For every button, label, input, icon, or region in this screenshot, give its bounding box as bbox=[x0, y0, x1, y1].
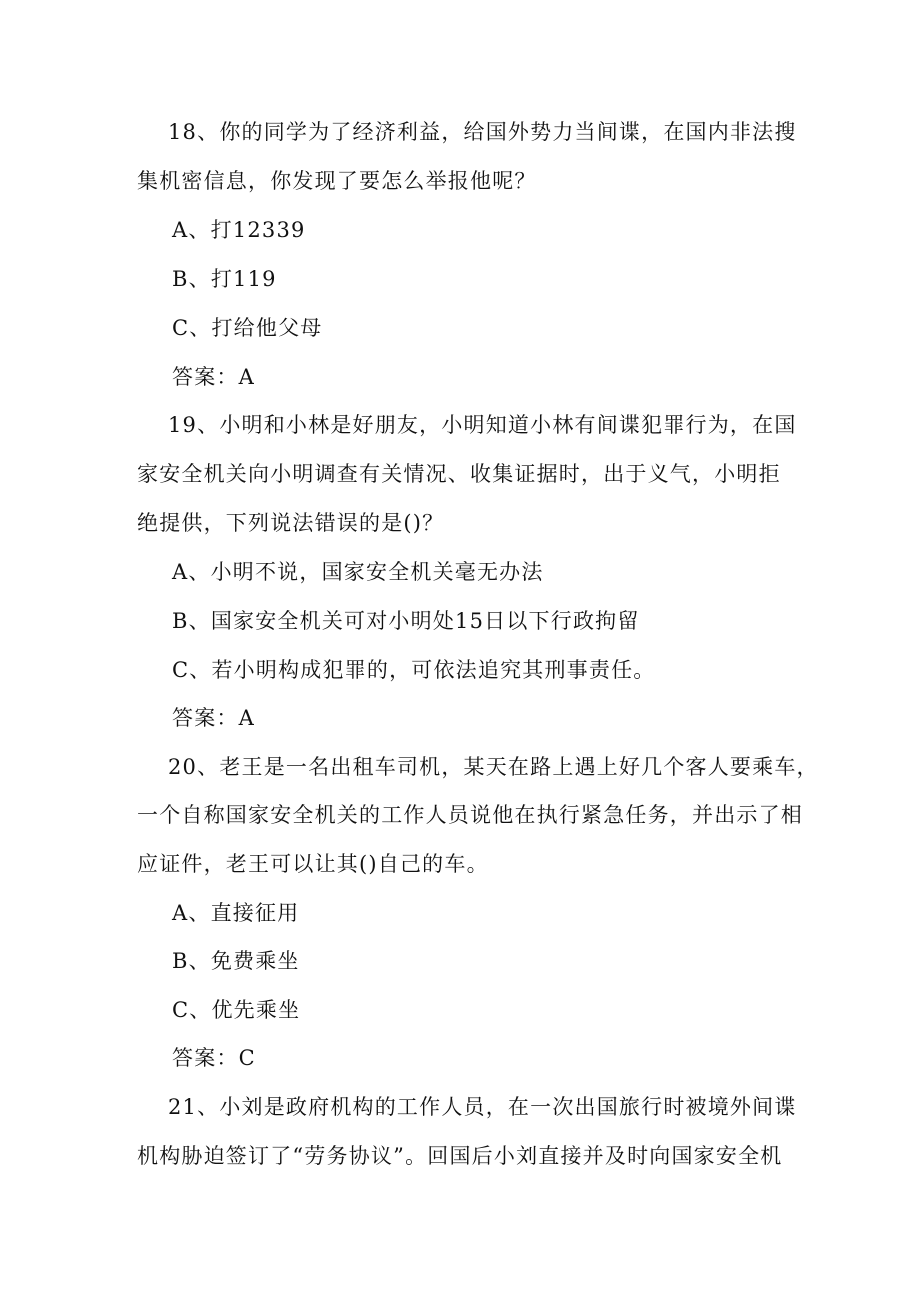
question-20-stem-line-3: 应证件，老王可以让其()自己的车。 bbox=[137, 852, 489, 876]
question-21-stem-line-1: 21、小刘是政府机构的工作人员，在一次出国旅行时被境外间谍 bbox=[168, 1095, 797, 1119]
question-18-stem-line-1: 18、你的同学为了经济利益，给国外势力当间谍，在国内非法搜 bbox=[168, 120, 797, 144]
question-18-option-b: B、打119 bbox=[172, 267, 277, 291]
question-19-option-b: B、国家安全机关可对小明处15日以下行政拘留 bbox=[172, 609, 640, 633]
question-19-stem-line-3: 绝提供，下列说法错误的是()？ bbox=[137, 511, 445, 535]
question-19-option-a: A、小明不说，国家安全机关毫无办法 bbox=[172, 560, 544, 584]
question-18-answer: 答案：A bbox=[172, 365, 255, 389]
question-20-option-a: A、直接征用 bbox=[172, 901, 300, 925]
question-19-stem-line-1: 19、小明和小林是好朋友，小明知道小林有间谍犯罪行为，在国 bbox=[168, 413, 797, 437]
question-19-stem-line-2: 家安全机关向小明调查有关情况、收集证据时，出于义气，小明拒 bbox=[137, 462, 781, 486]
question-18-option-a: A、打12339 bbox=[172, 218, 306, 242]
question-20-option-c: C、优先乘坐 bbox=[172, 998, 301, 1022]
question-21-stem-line-2: 机构胁迫签订了“劳务协议”。回国后小刘直接并及时向国家安全机 bbox=[137, 1144, 783, 1168]
question-19-option-c: C、若小明构成犯罪的，可依法追究其刑事责任。 bbox=[172, 658, 656, 682]
question-20-answer: 答案：C bbox=[172, 1046, 256, 1070]
question-20-stem-line-1: 20、老王是一名出租车司机，某天在路上遇上好几个客人要乘车， bbox=[168, 755, 819, 779]
question-19-answer: 答案：A bbox=[172, 706, 255, 730]
question-18-option-c: C、打给他父母 bbox=[172, 316, 323, 340]
question-20-stem-line-2: 一个自称国家安全机关的工作人员说他在执行紧急任务，并出示了相 bbox=[137, 803, 803, 827]
question-18-stem-line-2: 集机密信息，你发现了要怎么举报他呢？ bbox=[137, 169, 537, 193]
question-20-option-b: B、免费乘坐 bbox=[172, 949, 300, 973]
